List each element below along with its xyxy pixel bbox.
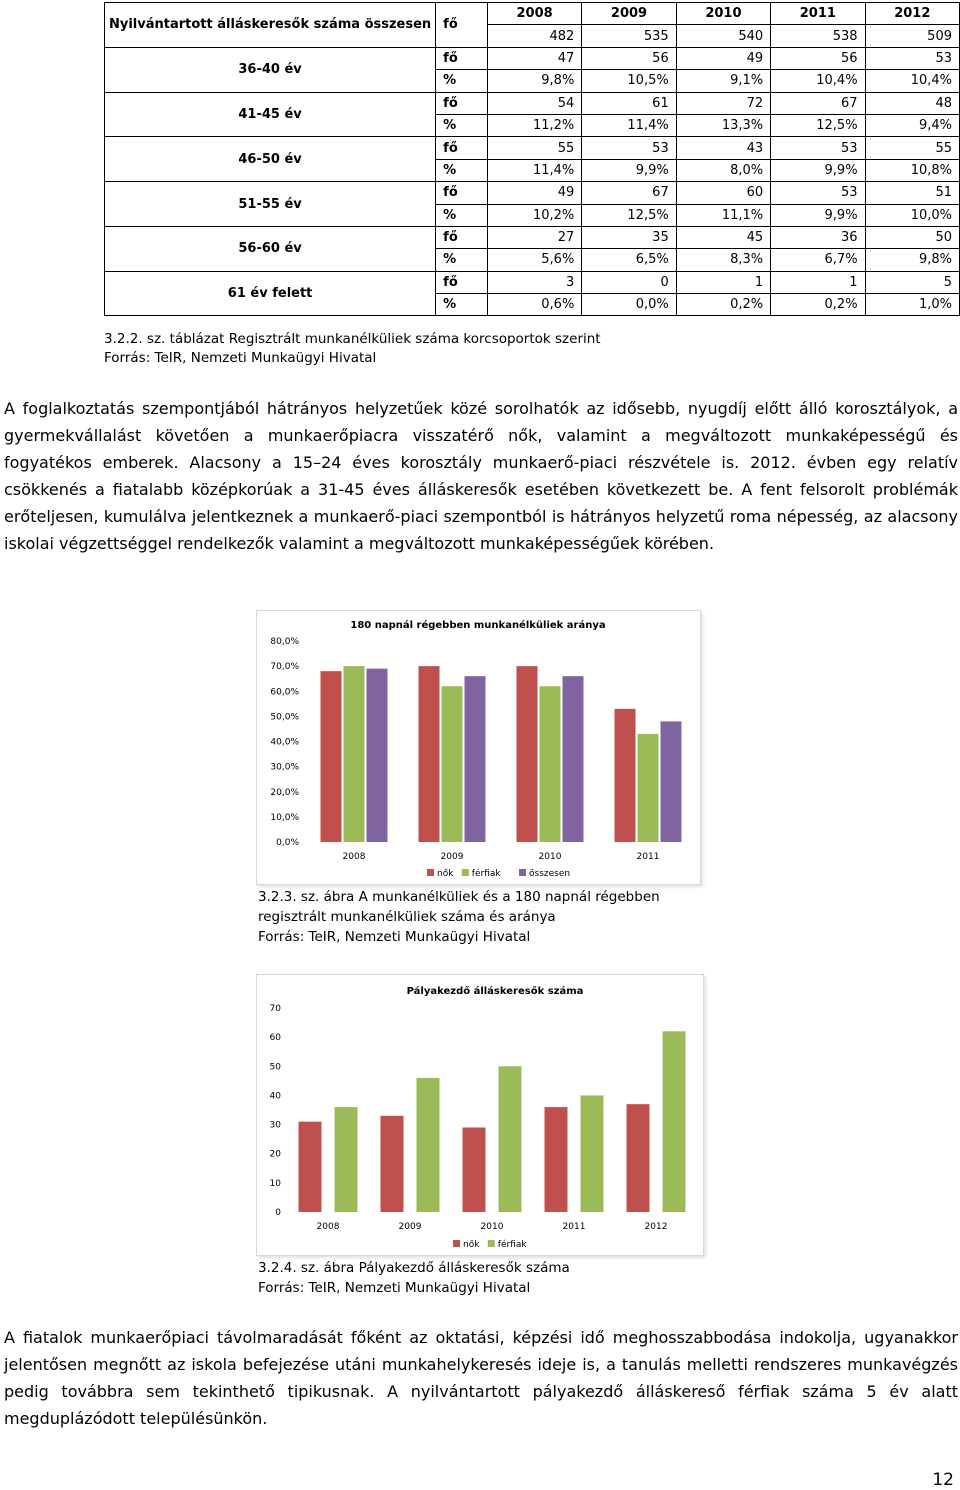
table-cell: 10,4% [771,70,865,92]
table-cell: 9,9% [771,159,865,181]
table-cell: 10,5% [582,70,676,92]
table-cell: 11,4% [487,159,581,181]
table-cell: 53 [865,47,959,69]
table-cell: 10,8% [865,159,959,181]
bar-férfiak-2010 [499,1066,522,1212]
table-cell: 9,9% [582,159,676,181]
table-header-unit: fő [436,3,488,48]
table-cell: 10,0% [865,204,959,226]
table-cell: 11,1% [676,204,770,226]
y-tick-label: 10,0% [270,812,299,823]
year-header: 2008 [487,3,581,25]
table-row [105,226,960,248]
unit-label: % [436,249,488,271]
table-cell: 540 [676,25,770,47]
bar-nők-2010 [463,1127,486,1212]
bar-nők-2009 [419,666,440,842]
y-tick-label: 60 [269,1033,281,1044]
table-cell: 3 [487,271,581,293]
table-row [105,92,960,114]
unit-label: fő [436,137,488,159]
unit-label: % [436,159,488,181]
y-tick-label: 0,0% [276,838,299,848]
table-cell: 48 [865,92,959,114]
y-tick-label: 40,0% [270,737,299,748]
table-cell: 72 [676,92,770,114]
bar-férfiak-2011 [638,734,659,842]
bar-összesen-2010 [563,676,584,842]
table-cell: 9,4% [865,114,959,136]
table-cell: 1 [676,271,770,293]
paragraph-1: A foglalkoztatás szempontjából hátrányos helyzetűek közé sorolhatók az idősebb, nyugdíj előtt álló korosztályok, a gyermekvállalást követően a munkaerőpiacra visszatérő nők, valamint a megváltozott munkaképességű és fogyatékos emberek. Alacsony a 15–24 éves korosztály munkaerő-piaci részvétele is. 2012. évben egy relatív csökkenés a fiatalabb középkorúak a 31-45 éves álláskeresők esetében következett be. A fent felsorolt problémák erőteljesen, kumulálva jelentkeznek a munkaerő-piaci szempontból is hátrányos helyzetű roma népesség, az alacsony iskolai végzettséggel rendelkezők valamint a megváltozott munkaképességűek körében. [4,399,958,553]
table-row [105,47,960,69]
x-tick-label: 2008 [342,852,366,862]
y-tick-label: 70,0% [270,662,299,673]
table-cell: 55 [487,137,581,159]
bar-nők-2008 [299,1122,322,1212]
table-cell: 10,4% [865,70,959,92]
table-cell: 0 [582,271,676,293]
unit-label: % [436,70,488,92]
table-cell: 51 [865,182,959,204]
legend-swatch-összesen [519,869,526,876]
age-group-label: 56-60 év [105,226,436,271]
bar-összesen-2008 [367,669,388,842]
legend-swatch-férfiak [462,869,469,876]
table-cell: 13,3% [676,114,770,136]
legend-label: nők [437,869,454,879]
legend-swatch-férfiak [488,1240,495,1247]
y-tick-label: 60,0% [270,687,299,698]
chart1-svg [257,611,700,884]
table-cell: 67 [582,182,676,204]
bar-nők-2009 [381,1116,404,1212]
legend-swatch-nők [427,869,434,876]
table-cell: 0,6% [487,294,581,316]
chart1-caption-line2: regisztrált munkanélküliek száma és aránya [258,909,556,925]
unit-label: fő [436,271,488,293]
bar-összesen-2011 [661,721,682,842]
y-tick-label: 10 [269,1178,281,1189]
table-cell: 9,9% [771,204,865,226]
chart-title: 180 napnál régebben munkanélküliek aránya [350,620,606,631]
table-cell: 36 [771,226,865,248]
table-cell: 5,6% [487,249,581,271]
table-cell: 27 [487,226,581,248]
unit-label: fő [436,226,488,248]
year-header: 2012 [865,3,959,25]
y-tick-label: 0 [275,1208,281,1218]
table-cell: 9,8% [865,249,959,271]
age-group-label: 51-55 év [105,182,436,227]
table-cell: 9,8% [487,70,581,92]
legend-label: férfiak [497,1240,527,1250]
bar-férfiak-2012 [663,1031,686,1212]
year-header: 2011 [771,3,865,25]
x-tick-label: 2011 [562,1222,586,1232]
x-tick-label: 2011 [636,852,660,862]
table-cell: 12,5% [771,114,865,136]
table-cell: 49 [487,182,581,204]
table-cell: 0,0% [582,294,676,316]
legend-label: férfiak [471,869,501,879]
legend-swatch-nők [453,1240,460,1247]
year-header: 2010 [676,3,770,25]
unit-label: % [436,204,488,226]
table-cell: 1,0% [865,294,959,316]
table-cell: 535 [582,25,676,47]
chart2-caption-line1: 3.2.4. sz. ábra Pályakezdő álláskeresők száma [258,1260,570,1276]
table-cell: 35 [582,226,676,248]
paragraph-2: A fiatalok munkaerőpiaci távolmaradását főként az oktatási, képzési idő meghosszabbodása indokolja, ugyanakkor jelentősen megnőtt az iskola befejezése utáni munkahelykeresés ideje is, a tanulás melletti rendszeres munkavégzés pedig továbbra sem tekinthető tipikusnak. A nyilvántartott pályakezdő álláskereső férfiak száma 5 év alatt megduplázódott településünkön. [4,1328,958,1428]
table-cell: 509 [865,25,959,47]
age-group-table [104,2,960,316]
table-cell: 56 [771,47,865,69]
y-tick-label: 30 [269,1120,281,1131]
table-cell: 6,7% [771,249,865,271]
table-cell: 53 [771,137,865,159]
y-tick-label: 20,0% [270,787,299,798]
bar-férfiak-2010 [540,686,561,842]
chart2-source: Forrás: TeIR, Nemzeti Munkaügyi Hivatal [258,1280,531,1296]
unit-label: fő [436,182,488,204]
table-header-group: Nyilvántartott álláskeresők száma összesen [105,3,436,48]
unit-label: % [436,114,488,136]
table-cell: 538 [771,25,865,47]
table-cell: 11,2% [487,114,581,136]
x-tick-label: 2008 [316,1222,340,1232]
table-cell: 10,2% [487,204,581,226]
table-row [105,271,960,293]
y-tick-label: 50,0% [270,712,299,723]
chart1-source: Forrás: TeIR, Nemzeti Munkaügyi Hivatal [258,929,531,945]
table-cell: 0,2% [676,294,770,316]
y-tick-label: 70 [269,1004,281,1014]
bar-férfiak-2008 [344,666,365,842]
bar-nők-2011 [615,709,636,842]
y-tick-label: 50 [269,1062,281,1073]
table-cell: 67 [771,92,865,114]
table-cell: 43 [676,137,770,159]
chart2-svg [257,975,703,1255]
table-cell: 50 [865,226,959,248]
x-tick-label: 2009 [440,852,464,862]
table-cell: 56 [582,47,676,69]
table-cell: 6,5% [582,249,676,271]
table-header-row [105,3,960,25]
age-group-label: 61 év felett [105,271,436,316]
legend-label: összesen [529,869,571,879]
bar-nők-2012 [627,1104,650,1212]
bar-összesen-2009 [465,676,486,842]
chart-title: Pályakezdő álláskeresők száma [406,986,584,997]
table-cell: 60 [676,182,770,204]
table-source: Forrás: TeIR, Nemzeti Munkaügyi Hivatal [104,350,377,366]
chart-long-term-unemployed [256,610,701,885]
x-tick-label: 2009 [398,1222,422,1232]
table-row [105,137,960,159]
y-tick-label: 40 [269,1091,281,1102]
table-cell: 53 [582,137,676,159]
unit-label: % [436,294,488,316]
table-cell: 8,3% [676,249,770,271]
age-group-label: 41-45 év [105,92,436,137]
bar-férfiak-2008 [335,1107,358,1212]
table-cell: 54 [487,92,581,114]
table-cell: 8,0% [676,159,770,181]
x-tick-label: 2010 [538,852,562,862]
table-cell: 5 [865,271,959,293]
table-cell: 482 [487,25,581,47]
unit-label: fő [436,92,488,114]
table-cell: 55 [865,137,959,159]
age-group-label: 46-50 év [105,137,436,182]
bar-nők-2008 [321,671,342,842]
bar-férfiak-2009 [442,686,463,842]
table-cell: 11,4% [582,114,676,136]
table-cell: 1 [771,271,865,293]
bar-férfiak-2009 [417,1078,440,1212]
chart-career-starters [256,974,704,1256]
table-cell: 12,5% [582,204,676,226]
page-number: 12 [932,1470,954,1490]
age-group-label: 36-40 év [105,47,436,92]
table-cell: 61 [582,92,676,114]
unit-label: fő [436,47,488,69]
year-header: 2009 [582,3,676,25]
table-cell: 45 [676,226,770,248]
table-cell: 53 [771,182,865,204]
x-tick-label: 2012 [644,1222,668,1232]
table-cell: 9,1% [676,70,770,92]
table-caption: 3.2.2. sz. táblázat Regisztrált munkanélküliek száma korcsoportok szerint [104,331,601,347]
x-tick-label: 2010 [480,1222,504,1232]
legend-label: nők [463,1240,480,1250]
table-body [105,3,960,316]
table-row [105,182,960,204]
y-tick-label: 20 [269,1149,281,1160]
table-cell: 47 [487,47,581,69]
y-tick-label: 30,0% [270,762,299,773]
table-cell: 0,2% [771,294,865,316]
bar-nők-2011 [545,1107,568,1212]
bar-nők-2010 [517,666,538,842]
table-cell: 49 [676,47,770,69]
y-tick-label: 80,0% [270,637,299,647]
chart1-caption-line1: 3.2.3. sz. ábra A munkanélküliek és a 180 napnál régebben [258,889,660,905]
bar-férfiak-2011 [581,1095,604,1212]
